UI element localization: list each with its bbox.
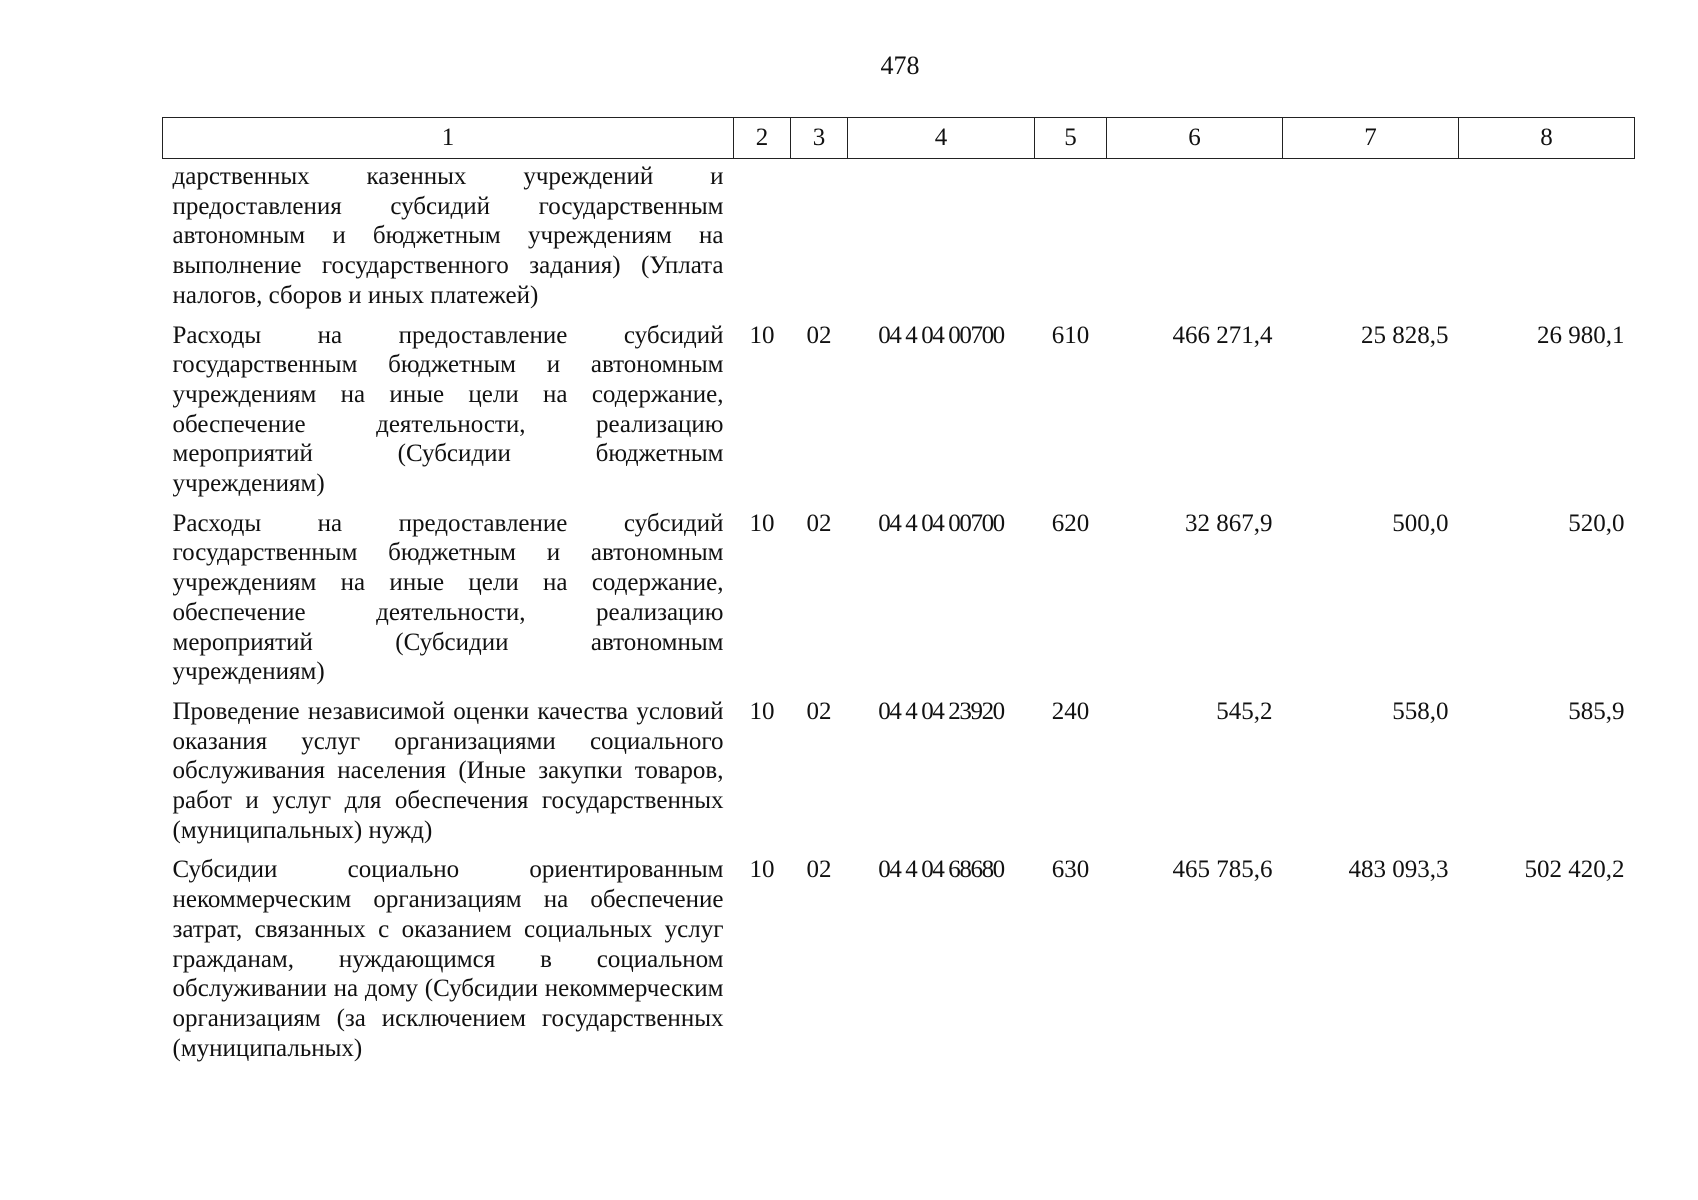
subsection-code: 02	[806, 697, 832, 725]
amount-col8: 585,9	[1568, 697, 1625, 725]
section-code: 10	[749, 856, 775, 884]
expense-type-code: 610	[1051, 321, 1090, 349]
table-row	[163, 509, 1635, 697]
target-article-code: 04 4 04 00700	[878, 509, 1004, 537]
row-description: Проведение независимой оценки качества условий оказания услуг организациями социального обслуживания населения (Иные закупки товаров, работ и услуг для обеспечения государственных (муниципальных) нужд)	[172, 697, 724, 844]
table-row	[163, 697, 1635, 856]
target-article-code: 04 4 04 23920	[878, 697, 1004, 725]
subsection-code: 02	[806, 509, 832, 537]
amount-col6: 465 785,6	[1172, 856, 1273, 884]
amount-col6: 545,2	[1216, 697, 1273, 725]
amount-col7: 558,0	[1392, 697, 1449, 725]
subsection-code: 02	[806, 856, 832, 884]
column-header-1: 1	[163, 118, 734, 159]
row-description: Субсидии социально ориентированным некоммерческим организациям на обеспечение затрат, связанных с оказанием социальных услуг гражданам, нуждающимся в социальном обслуживании на дому (Субсидии некоммерческим организациям (за исключением государственных (муниципальных)	[172, 856, 724, 1062]
amount-col8: 26 980,1	[1537, 321, 1625, 349]
row-description: Расходы на предоставление субсидий государственным бюджетным и автономным учреждениям на иные цели на содержание, обеспечение деятельности, реализацию мероприятий (Субсидии бюджетным учреждениям)	[172, 321, 724, 498]
amount-col6: 32 867,9	[1185, 509, 1273, 537]
column-header-3: 3	[791, 118, 848, 159]
amount-col8: 502 420,2	[1524, 856, 1625, 884]
subsection-code: 02	[806, 321, 832, 349]
amount-col7: 500,0	[1392, 509, 1449, 537]
target-article-code: 04 4 04 68680	[878, 856, 1004, 884]
expense-type-code: 620	[1051, 509, 1090, 537]
column-header-8: 8	[1459, 118, 1635, 159]
target-article-code: 04 4 04 00700	[878, 321, 1004, 349]
page-number: 478	[880, 51, 920, 80]
expense-type-code: 240	[1051, 697, 1090, 725]
table-row	[163, 321, 1635, 509]
budget-table	[162, 117, 1635, 1073]
continuation-description: дарственных казенных учреждений и предоставления субсидий государственным автономным и бюджетным учреждениям на выполнение государственного задания) (Уплата налогов, сборов и иных платежей)	[172, 163, 724, 309]
expense-type-code: 630	[1051, 856, 1090, 884]
column-header-2: 2	[734, 118, 791, 159]
column-header-7: 7	[1283, 118, 1459, 159]
column-header-4: 4	[848, 118, 1035, 159]
column-number-header-row	[163, 118, 1635, 159]
row-description: Расходы на предоставление субсидий государственным бюджетным и автономным учреждениям на иные цели на содержание, обеспечение деятельности, реализацию мероприятий (Субсидии автономным учреждениям)	[172, 509, 724, 686]
column-header-5: 5	[1035, 118, 1107, 159]
section-code: 10	[749, 509, 775, 537]
continuation-row	[163, 159, 1635, 321]
amount-col7: 25 828,5	[1361, 321, 1449, 349]
amount-col7: 483 093,3	[1348, 856, 1449, 884]
section-code: 10	[749, 321, 775, 349]
column-header-6: 6	[1107, 118, 1283, 159]
table-row	[163, 855, 1635, 1073]
amount-col8: 520,0	[1568, 509, 1625, 537]
amount-col6: 466 271,4	[1172, 321, 1273, 349]
section-code: 10	[749, 697, 775, 725]
